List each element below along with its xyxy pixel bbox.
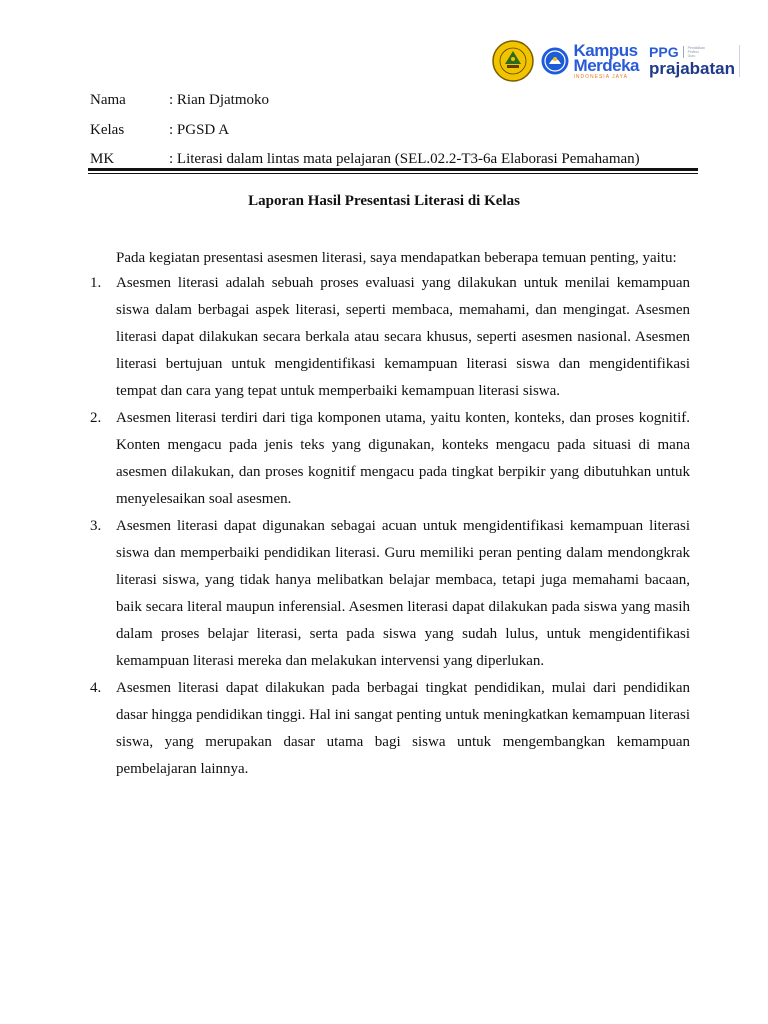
info-row-nama: [90, 86, 690, 116]
list-item-number: 1.: [90, 275, 102, 291]
info-value: : Literasi dalam lintas mata pelajaran (SEL.02.2-T3-6a Elaborasi Pemahaman): [169, 151, 640, 168]
header-divider: [88, 168, 698, 174]
info-value: : Rian Djatmoko: [169, 92, 269, 109]
kampus-merdeka-subtitle: INDONESIA JAYA: [573, 74, 628, 80]
ppg-tag-line: Guru: [687, 54, 696, 59]
document-title: Laporan Hasil Presentasi Literasi di Kelas: [248, 193, 520, 209]
list-item-number: 4.: [90, 680, 102, 696]
info-label: Kelas: [90, 121, 125, 138]
info-row-kelas: [90, 116, 690, 146]
ppg-divider: [683, 46, 684, 58]
kampus-merdeka-line1: Kampus: [573, 41, 638, 60]
list-item-text: Asesmen literasi dapat digunakan sebagai acuan untuk mengidentifikasi kemampuan literasi siswa dan memperbaiki pendidikan literasi. Guru memiliki peran penting dalam mendongkrak literasi siswa, yang tidak hanya melibatkan belajar membaca, tetapi juga memahami bacaan, baik secara literal maupun inferensial. Asesmen literasi dapat dilakukan pada siswa yang masih dalam proses belajar literasi, serta pada siswa yang sudah lulus, untuk mengidentifikasi kemampuan literasi mereka dan melakukan intervensi yang diperlukan.: [116, 518, 690, 669]
tut-wuri-handayani-icon: [540, 46, 570, 76]
list-item: [90, 270, 690, 405]
findings-list: [90, 270, 690, 783]
ppg-tag-line: Pendidikan: [687, 45, 705, 50]
info-label: Nama: [90, 92, 126, 109]
list-item-text: Asesmen literasi dapat dilakukan pada berbagai tingkat pendidikan, mulai dari pendidikan dasar hingga pendidikan tinggi. Hal ini sangat penting untuk meningkatkan kemampuan literasi siswa, yang merupakan dasar utama bagi siswa untuk mengembangkan kemampuan pembelajaran lainnya.: [116, 680, 690, 777]
info-label: MK: [90, 151, 115, 168]
list-item: [90, 405, 690, 513]
ppg-tag-line: Profesi: [687, 49, 699, 54]
kampus-merdeka-logo: [574, 42, 639, 80]
list-item-text: Asesmen literasi adalah sebuah proses evaluasi yang dilakukan untuk menilai kemampuan siswa dalam berbagai aspek literasi, seperti membaca, memahami, dan mengingat. Asesmen literasi dapat dilakukan secara berkala atau secara khusus, seperti asesmen nasional. Asesmen literasi bertujuan untuk mengidentifikasi kemampuan literasi siswa dan mengidentifikasi tempat dan cara yang tepat untuk memperbaiki kemampuan literasi siswa.: [116, 275, 690, 399]
list-item-text: Asesmen literasi terdiri dari tiga komponen utama, yaitu konten, konteks, dan proses kognitif. Konten mengacu pada jenis teks yang digunakan, konteks mengacu pada situasi di mana asesmen dilakukan, dan proses kognitif mengacu pada tingkat berpikir yang dibutuhkan untuk menyelesaikan soal asesmen.: [116, 410, 690, 507]
divider-thin: [88, 173, 698, 174]
list-item: [90, 675, 690, 783]
ppg-tagline: [688, 46, 705, 59]
list-item-number: 3.: [90, 518, 102, 534]
list-item-number: 2.: [90, 410, 102, 426]
list-item: [90, 513, 690, 675]
kampus-merdeka-line2: Merdeka: [573, 56, 640, 75]
ppg-prajabatan-logo: [649, 45, 740, 77]
ppg-prajabatan-text: prajabatan: [649, 59, 735, 78]
info-value: : PGSD A: [169, 121, 230, 138]
header-logos: [492, 36, 740, 86]
divider-thick: [88, 168, 698, 171]
student-info: [90, 86, 690, 175]
intro-paragraph: Pada kegiatan presentasi asesmen literasi, saya mendapatkan beberapa temuan penting, yaitu:: [116, 250, 677, 266]
university-seal-icon: [492, 40, 534, 82]
ppg-text: PPG: [649, 44, 679, 60]
